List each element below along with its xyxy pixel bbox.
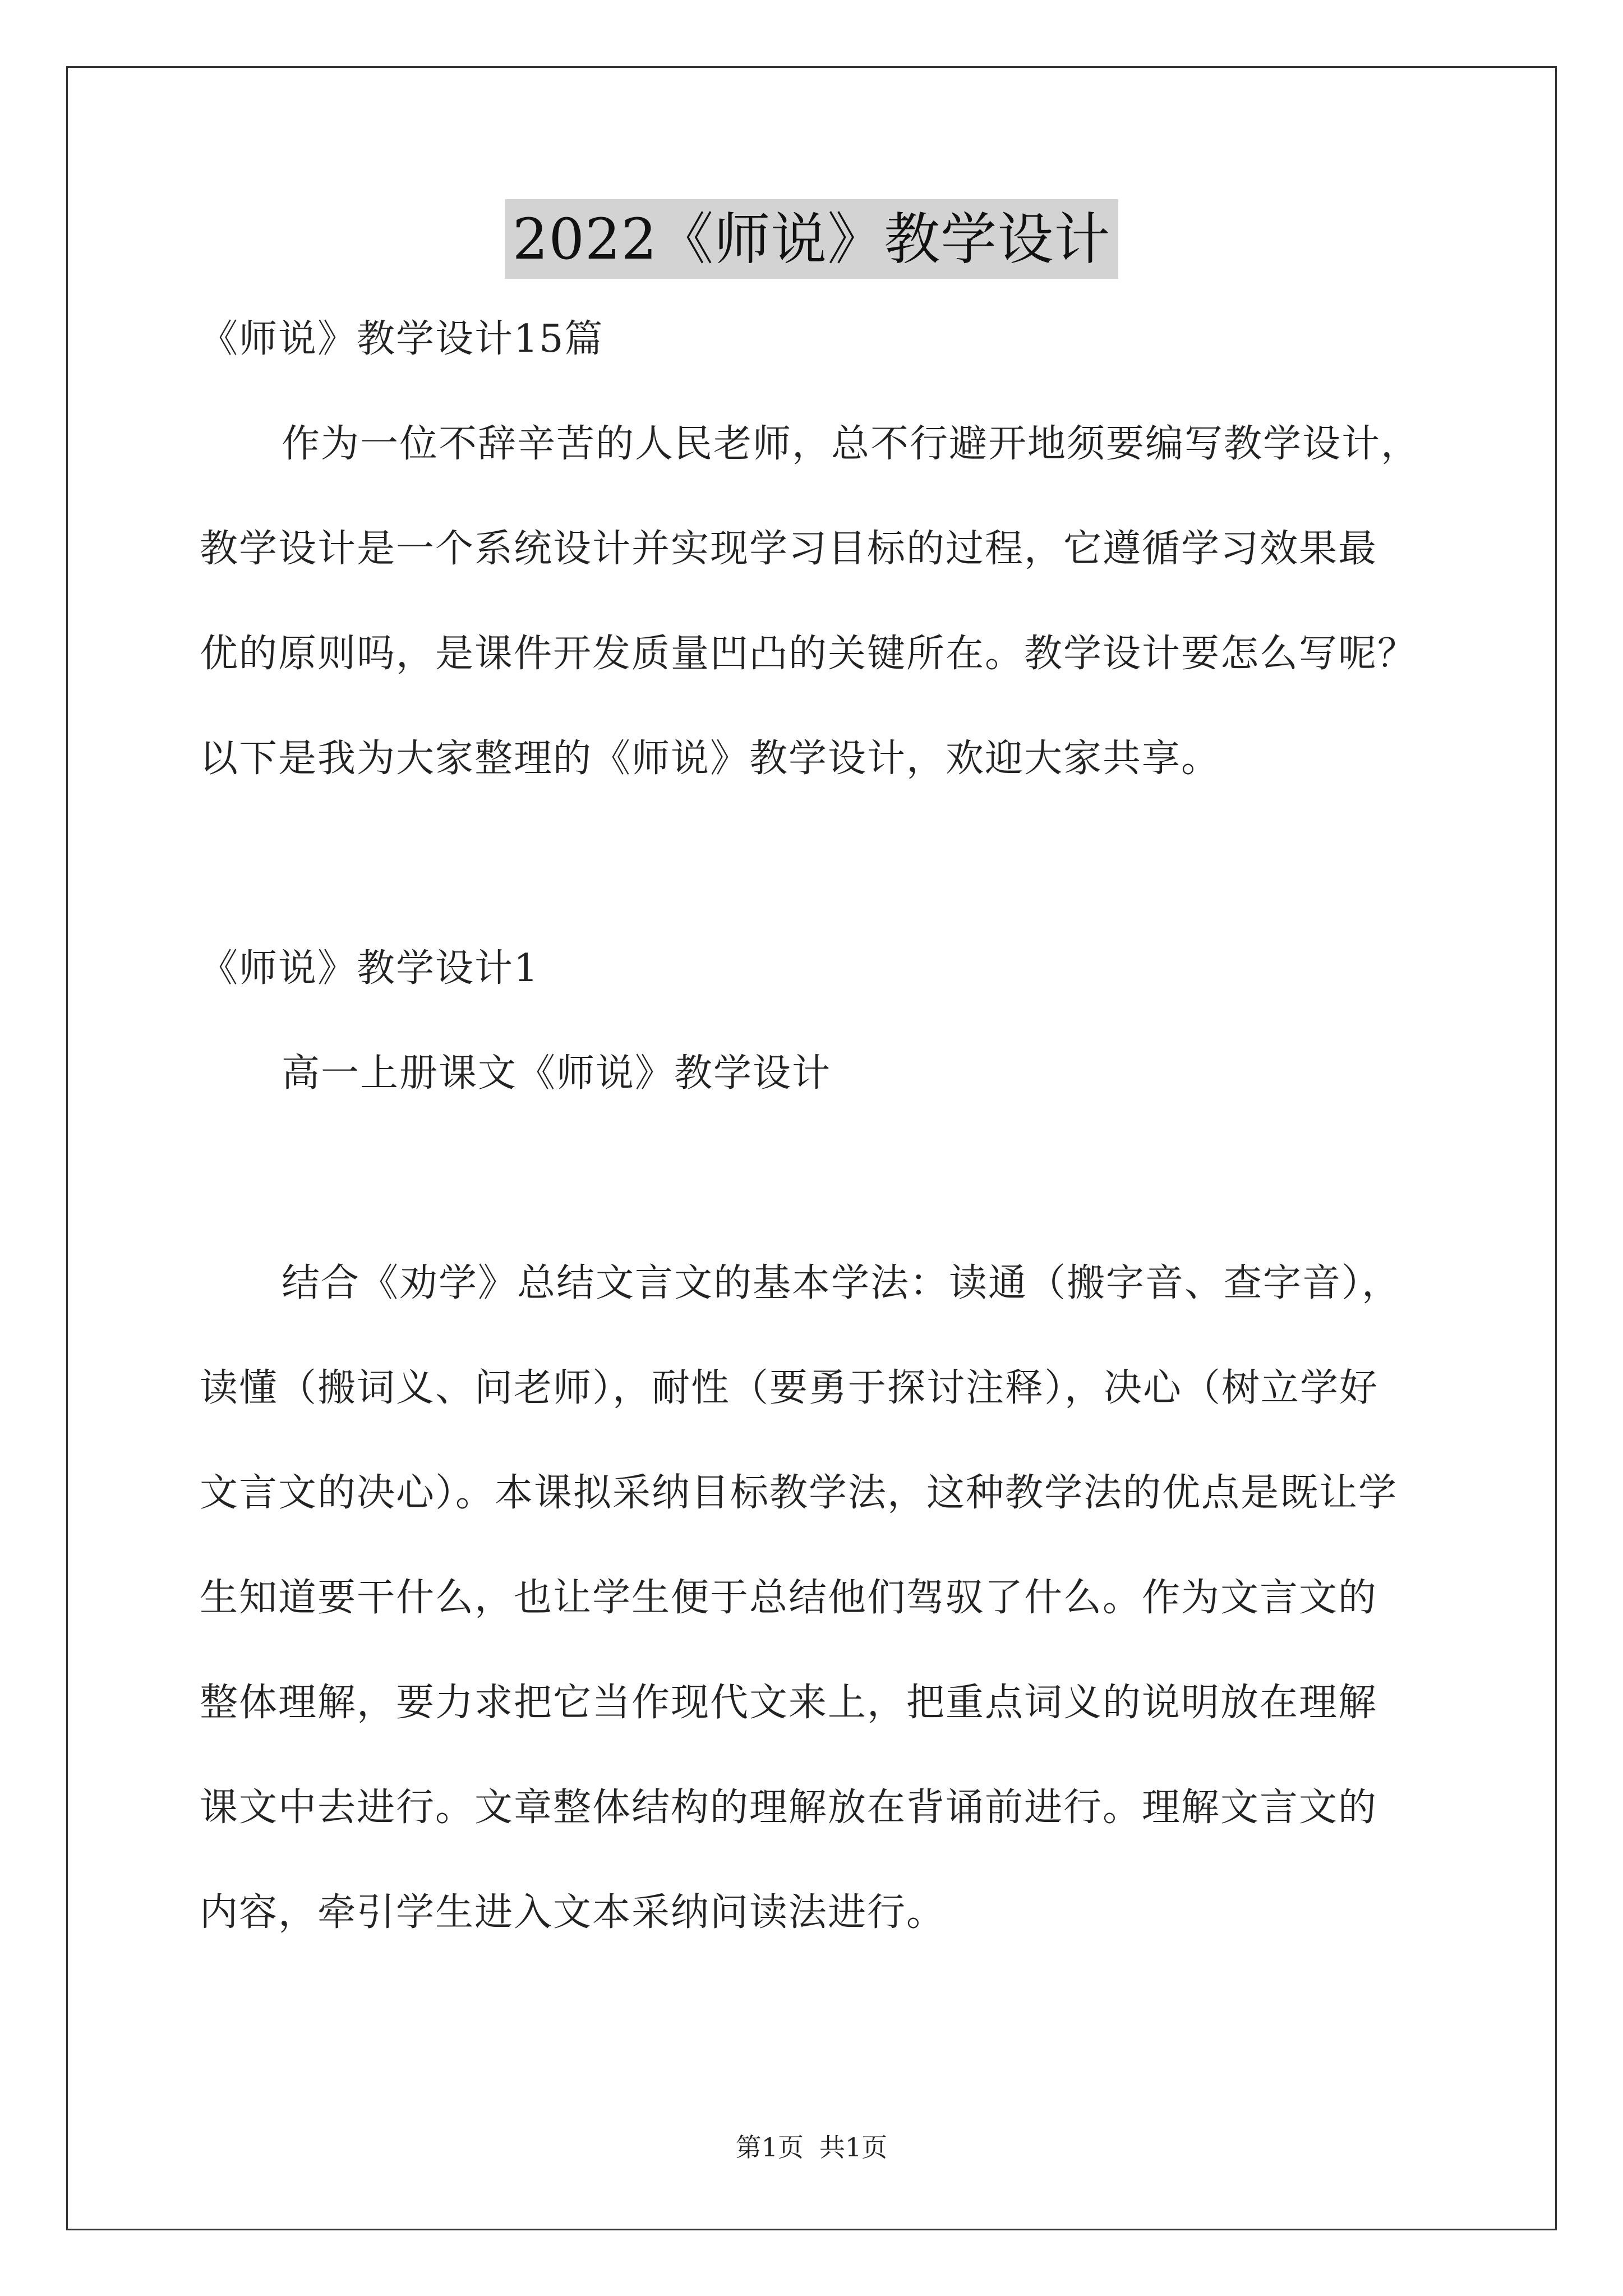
document-body: [200, 314, 1450, 1938]
page-number-total: 共1页: [819, 2132, 888, 2162]
document-title: 2022《师说》教学设计: [505, 199, 1119, 279]
intro-line: 教学设计是一个系统设计并实现学习目标的过程，它遵循学习效果最: [200, 527, 1378, 571]
page-number-current: 第1页: [735, 2132, 804, 2162]
body-line: 结合《劝学》总结文言文的基本学法：读通（搬字音、查字音），: [282, 1261, 1401, 1305]
body-line: 生知道要干什么，也让学生便于总结他们驾驭了什么。作为文言文的: [200, 1576, 1378, 1620]
body-line: 内容，牵引学生进入文本采纳问读法进行。: [200, 1890, 946, 1935]
title-container: [0, 199, 1623, 279]
section-subheading: 高一上册课文《师说》教学设计: [282, 1051, 832, 1096]
section-heading: 《师说》教学设计1: [200, 946, 540, 991]
body-line: 读懂（搬词义、问老师），耐性（要勇于探讨注释），决心（树立学好: [200, 1366, 1379, 1410]
document-subtitle: 《师说》教学设计15篇: [200, 317, 604, 361]
intro-line: 以下是我为大家整理的《师说》教学设计，欢迎大家共享。: [200, 737, 1221, 781]
body-line: 课文中去进行。文章整体结构的理解放在背诵前进行。理解文言文的: [200, 1786, 1378, 1830]
intro-line: 作为一位不辞辛苦的人民老师，总不行避开地须要编写教学设计，: [282, 422, 1421, 466]
intro-line: 优的原则吗，是课件开发质量凹凸的关键所在。教学设计要怎么写呢？: [200, 632, 1417, 676]
page-footer: [0, 2131, 1623, 2164]
body-line: 文言文的决心）。本课拟采纳目标教学法，这种教学法的优点是既让学: [200, 1471, 1398, 1515]
body-line: 整体理解，要力求把它当作现代文来上，把重点词义的说明放在理解: [200, 1681, 1378, 1725]
